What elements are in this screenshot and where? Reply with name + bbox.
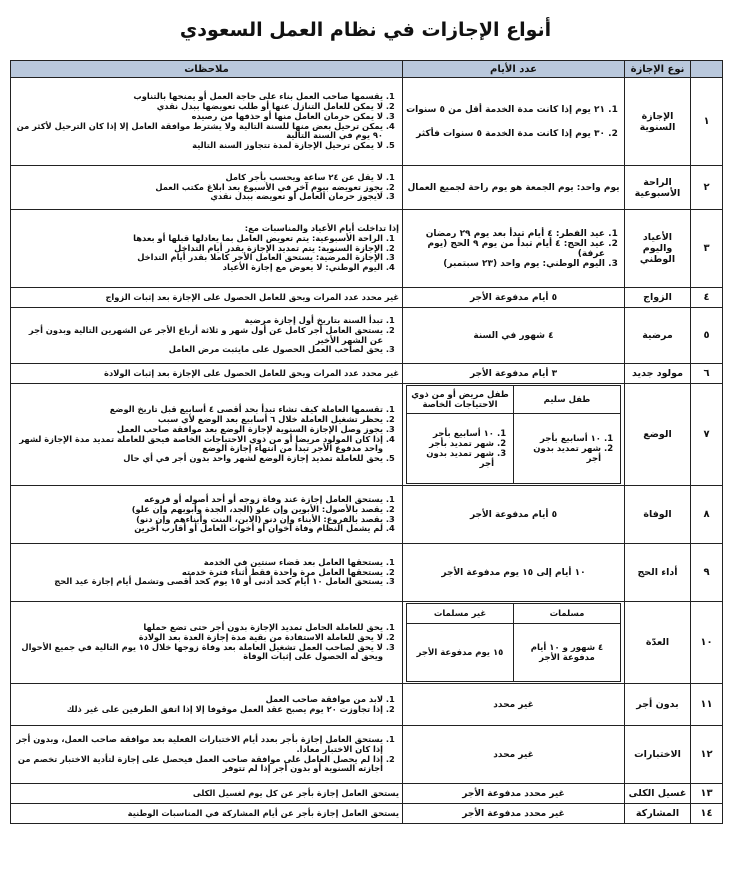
days-item: 1. ١٠ أسابيع بأجر <box>410 429 494 439</box>
maternity-subtable <box>406 385 621 484</box>
note-item: 1. لا يقل عن ٢٤ ساعة ويحسب بأجر كامل <box>14 173 383 183</box>
note-item: 2. لا يحق للعاملة الاستفادة من بقية مدة إجازة العدة بعد الولادة <box>14 633 383 643</box>
leave-type: الزواج <box>625 288 691 308</box>
row-number: ١٢ <box>691 726 723 784</box>
non-muslim-days: ١٥ يوم مدفوعة الأجر <box>407 624 514 682</box>
note-item: 3. لا يحق لصاحب العمل تشغيل العاملة بعد وفاة زوجها خلال ١٥ يوم التالية في جميع الأحوال ويحق له الحصول على إثبات الوفاة <box>14 643 383 663</box>
note-item: 2. يستحق العامل أجر كامل عن أول شهر و ثلاثة أرباع الأجر عن الشهرين التالية وبدون أجر عن الشهر الأخير <box>14 326 383 346</box>
leave-type: أداء الحج <box>625 544 691 602</box>
note-item: 2. يحظر تشغيل العاملة خلال ٦ أسابيع بعد الوضع لأي سبب <box>14 415 383 425</box>
note-item: 1. يحق للعاملة الحامل تمديد الإجازة بدون أجر حتى تضع حملها <box>14 623 383 633</box>
note-item: 2. الإجازة السنوية: يتم تمديد الإجازة بقدر أيام التداخل <box>14 244 383 254</box>
table-row <box>11 288 723 308</box>
muslim-days: ٤ شهور و ١٠ أيام مدفوعة الأجر <box>514 624 621 682</box>
notes-intro: إذا تداخلت أيام الأعياد والمناسبات مع: <box>244 222 399 233</box>
leave-notes: غير محدد عدد المرات ويحق للعامل الحصول على الإجازة بعد إثبات الولادة <box>11 364 403 384</box>
row-number: ٢ <box>691 166 723 210</box>
note-item: 2. إذا لم يحصل العامل على موافقة صاحب العمل فيحصل على إجازة لتأدية الاختبار تخصم من اجازته السنوية أو بدون أجر إذا لم تتوفر <box>14 755 383 775</box>
note-item: 1. الراحة الأسبوعية: يتم تعويض العامل بما يعادلها قبلها أو بعدها <box>14 234 383 244</box>
leave-notes <box>11 384 403 486</box>
row-number: ٥ <box>691 308 723 364</box>
leave-notes <box>11 78 403 166</box>
row-number: ٣ <box>691 210 723 288</box>
table-row <box>11 784 723 804</box>
leave-type: الإجازة السنوية <box>625 78 691 166</box>
leave-days <box>403 210 625 288</box>
note-item: 2. يجوز تعويضه بيوم آخر في الأسبوع بعد ابلاغ مكتب العمل <box>14 183 383 193</box>
leave-type: الوضع <box>625 384 691 486</box>
iddah-subtable <box>406 603 621 682</box>
row-number: ١٣ <box>691 784 723 804</box>
leave-days: غير محدد <box>403 684 625 726</box>
note-item: 5. يحق للعاملة تمديد إجازة الوضع لشهر واحد بدون أجر في أي حال <box>14 454 383 464</box>
leave-type: الراحة الأسبوعية <box>625 166 691 210</box>
leave-notes <box>11 210 403 288</box>
leave-days: غير محدد <box>403 726 625 784</box>
leave-days: يوم واحد: يوم الجمعة هو يوم راحة لجميع العمال <box>403 166 625 210</box>
number-column-header <box>691 61 723 78</box>
leave-type: مرضية <box>625 308 691 364</box>
row-number: ١ <box>691 78 723 166</box>
table-row <box>11 804 723 824</box>
note-item: 3. يقصد بالفروع: الأبناء وإن دنو (الابن، البنت وأبناءهم وإن دنو) <box>14 515 383 525</box>
note-item: 1. تبدأ السنة بتاريخ أول إجازة مرضية <box>14 316 383 326</box>
table-row <box>11 210 723 288</box>
leave-notes: يستحق العامل إجازة بأجر عن أيام المشاركة في المناسبات الوطنية <box>11 804 403 824</box>
note-item: 2. يقصد بالأصول: الأبوين وإن علو (الجد، الجدة وأبويهم وإن علو) <box>14 505 383 515</box>
days-item: 1. ١٠ أسابيع بأجر <box>517 434 601 444</box>
note-item: 3. لايجوز حرمان العامل أو تعويضه ببدل نقدي <box>14 192 383 202</box>
note-item: 3. يستحق العامل ١٠ أيام كحد أدنى أو ١٥ يوم كحد أقصى وتشمل أيام إجازة عيد الحج <box>14 577 383 587</box>
leave-days <box>403 602 625 684</box>
subheader-healthy: طفل سليم <box>514 386 621 414</box>
table-row <box>11 726 723 784</box>
special-needs-child-days <box>407 414 514 484</box>
days-item: 2. ٣٠ يوم إذا كانت مدة الخدمة ٥ سنوات فأكثر <box>406 129 605 139</box>
note-item: 1. يستحقها العامل بعد قضاء سنتين في الخدمة <box>14 558 383 568</box>
leave-notes <box>11 726 403 784</box>
row-number: ٤ <box>691 288 723 308</box>
leave-notes <box>11 308 403 364</box>
days-item: 2. شهر تمديد بدون أجر <box>517 444 601 464</box>
row-number: ١١ <box>691 684 723 726</box>
table-row <box>11 308 723 364</box>
days-item: 2. شهر تمديد بأجر <box>410 439 494 449</box>
leave-type: العدّة <box>625 602 691 684</box>
note-item: 3. لا يمكن حرمان العامل منها أو حذفها من رصيده <box>14 112 383 122</box>
note-item: 3. الإجازة المرضية: يستحق العامل الأجر كاملا بقدر أيام التداخل <box>14 253 383 263</box>
leave-notes <box>11 684 403 726</box>
subheader-muslim: مسلمات <box>514 604 621 624</box>
days-item: 1. عيد الفطر: ٤ أيام تبدأ بعد يوم ٢٩ رمضان <box>406 229 605 239</box>
note-item: 1. تقسمها العاملة كيف تشاء تبدأ بحد أقصى ٤ أسابيع قبل تاريخ الوضع <box>14 405 383 415</box>
row-number: ١٠ <box>691 602 723 684</box>
table-row <box>11 364 723 384</box>
row-number: ١٤ <box>691 804 723 824</box>
leave-type: الأعياد واليوم الوطني <box>625 210 691 288</box>
leave-type: مولود جديد <box>625 364 691 384</box>
leave-days: ٥ أيام مدفوعة الأجر <box>403 288 625 308</box>
leave-days: ٣ أيام مدفوعة الأجر <box>403 364 625 384</box>
note-item: 3. يجوز وصل الإجازة السنوية لإجازة الوضع بعد موافقة صاحب العمل <box>14 425 383 435</box>
table-row <box>11 544 723 602</box>
leave-notes <box>11 166 403 210</box>
leave-notes <box>11 602 403 684</box>
row-number: ٧ <box>691 384 723 486</box>
leave-days <box>403 78 625 166</box>
note-item: 4. اليوم الوطني: لا يعوض مع إجازة الأعياد <box>14 263 383 273</box>
notes-column-header: ملاحظات <box>11 61 403 78</box>
leave-days: ٥ أيام مدفوعة الأجر <box>403 486 625 544</box>
note-item: 1. يقسمها صاحب العمل بناء على حاجة العمل أو يمنحها بالتناوب <box>14 92 383 102</box>
subheader-special-needs: طفل مريض أو من ذوي الاحتياجات الخاصة <box>407 386 514 414</box>
leave-days: ١٠ أيام إلى ١٥ يوم مدفوعة الأجر <box>403 544 625 602</box>
leave-notes: يستحق العامل إجازة بأجر عن كل يوم لغسيل الكلى <box>11 784 403 804</box>
healthy-child-days <box>514 414 621 484</box>
days-item: 3. شهر تمديد بدون أجر <box>410 449 494 469</box>
leave-type: بدون أجر <box>625 684 691 726</box>
leave-notes <box>11 544 403 602</box>
table-row <box>11 384 723 486</box>
leave-type: الوفاة <box>625 486 691 544</box>
row-number: ٩ <box>691 544 723 602</box>
days-item: 3. اليوم الوطني: يوم واحد (٢٣ سبتمبر) <box>406 259 605 269</box>
row-number: ٦ <box>691 364 723 384</box>
row-number: ٨ <box>691 486 723 544</box>
subheader-non-muslim: غير مسلمات <box>407 604 514 624</box>
leave-type: الاختبارات <box>625 726 691 784</box>
note-item: 1. يستحق العامل إجازة بأجر بعدد أيام الاختبارات الفعلية بعد موافقة صاحب العمل، وبدون أجر إذا كان الاختبار معادا. <box>14 735 383 755</box>
note-item: 4. إذا كان المولود مريضا أو من ذوي الاحتياجات الخاصة فيحق للعاملة تمديد مدة الإجازة لشهر واحد مدفوع الأجر تبدأ من انتهاء إجازة الوضع <box>14 435 383 455</box>
leave-days: غير محدد مدفوعة الأجر <box>403 804 625 824</box>
note-item: 3. يحق لصاحب العمل الحصول على مايثبت مرض العامل <box>14 345 383 355</box>
note-item: 4. لم يشمل النظام وفاة أخوان أو أخوات العامل أو أقارب آخرين <box>14 524 383 534</box>
leave-type: المشاركة <box>625 804 691 824</box>
leave-type: غسيل الكلى <box>625 784 691 804</box>
note-item: 2. إذا تجاوزت ٢٠ يوم يصبح عقد العمل موقوفا إلا إذا اتفق الطرفين على غير ذلك <box>14 705 383 715</box>
table-row <box>11 486 723 544</box>
note-item: 1. لابد من موافقة صاحب العمل <box>14 695 383 705</box>
note-item: 5. لا يمكن ترحيل الإجازة لمدة تتجاوز السنة التالية <box>14 141 383 151</box>
days-column-header: عدد الأيام <box>403 61 625 78</box>
document-title: أنواع الإجازات في نظام العمل السعودي <box>179 19 552 41</box>
days-item: 1. ٢١ يوم إذا كانت مدة الخدمة أقل من ٥ سنوات <box>406 105 605 115</box>
leave-days: غير محدد مدفوعة الأجر <box>403 784 625 804</box>
days-item: 2. عيد الحج: ٤ أيام تبدأ من يوم ٩ الحج (يوم عرفة) <box>406 239 605 259</box>
table-row <box>11 602 723 684</box>
leave-days: ٤ شهور في السنة <box>403 308 625 364</box>
note-item: 2. يستحقها العامل مرة واحدة فقط أثناء فترة خدمته <box>14 568 383 578</box>
note-item: 4. يمكن ترحيل بعض منها للسنة التالية ولا يشترط موافقة العامل إلا إذا كان الترحيل لأكثر من ٩٠ يوم في السنة التالية <box>14 122 383 142</box>
leave-types-table <box>10 60 723 824</box>
note-item: 1. يستحق العامل إجازة عند وفاة زوجه أو أحد أصوله أو فروعه <box>14 495 383 505</box>
table-row <box>11 78 723 166</box>
table-row <box>11 166 723 210</box>
leave-days <box>403 384 625 486</box>
table-header-row <box>11 61 723 78</box>
leave-notes <box>11 486 403 544</box>
leave-notes: غير محدد عدد المرات ويحق للعامل الحصول على الإجازة بعد إثبات الزواج <box>11 288 403 308</box>
type-column-header: نوع الإجازة <box>625 61 691 78</box>
table-row <box>11 684 723 726</box>
note-item: 2. لا يمكن للعامل التنازل عنها أو طلب تعويضها ببدل نقدي <box>14 102 383 112</box>
